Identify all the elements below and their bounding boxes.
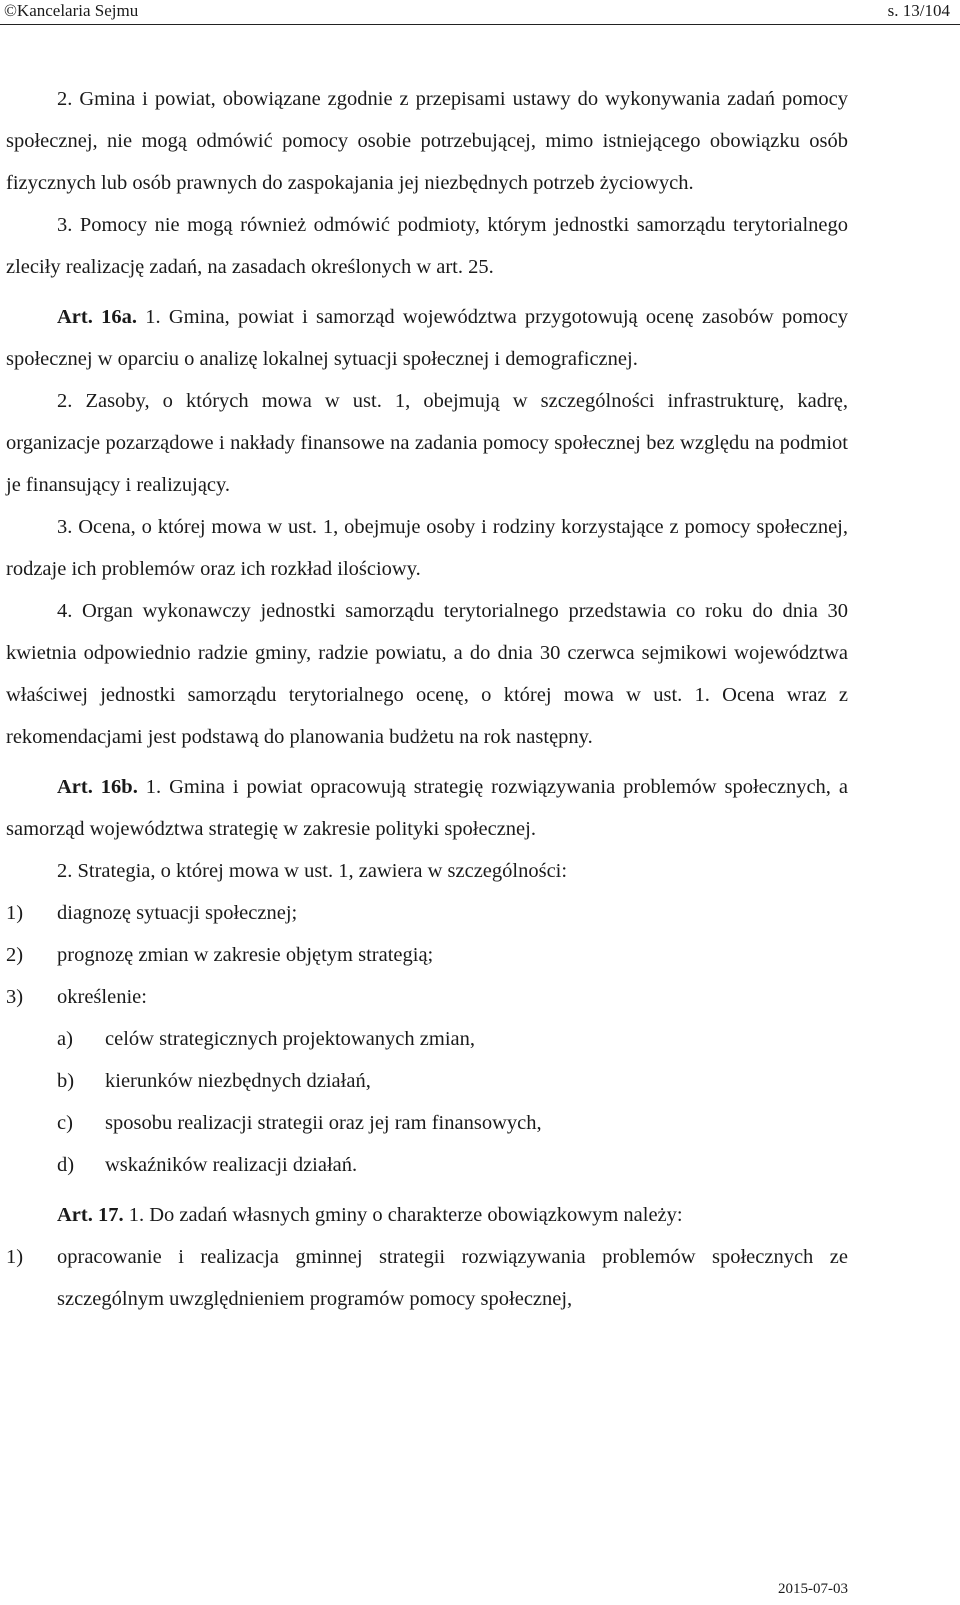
sublist-item (57, 1060, 848, 1102)
list-marker: 2) (6, 944, 24, 966)
paragraph-art16-ust2: 2. Gmina i powiat, obowiązane zgodnie z przepisami ustawy do wykonywania zadań pomocy społecznej, nie mogą odmówić pomocy osobie potrzebującej, mimo istniejącego obowiązku osób fizycznych lub osób prawnych do zaspokajania jej niezbędnych potrzeb życiowych. (6, 88, 848, 194)
list-text: określenie: (57, 986, 147, 1008)
paragraph-art16b-ust1 (6, 766, 848, 850)
paragraph-art16a-ust3: 3. Ocena, o której mowa w ust. 1, obejmuje osoby i rodziny korzystające z pomocy społecznej, rodzaje ich problemów oraz ich rozkład ilościowy. (6, 516, 848, 580)
page-header (0, 0, 960, 25)
list-item (6, 1236, 848, 1320)
sublist-marker: a) (57, 1028, 73, 1050)
paragraph-art16-ust3: 3. Pomocy nie mogą również odmówić podmioty, którym jednostki samorządu terytorialnego zleciły realizację zadań, na zasadach określonych w art. 25. (6, 214, 848, 278)
sublist-item (57, 1144, 848, 1186)
footer-date: 2015-07-03 (778, 1581, 848, 1597)
paragraph-art16a-ust4: 4. Organ wykonawczy jednostki samorządu terytorialnego przedstawia co roku do dnia 30 kwietnia odpowiednio radzie gminy, radzie powiatu, a do dnia 30 czerwca sejmikowi województwa właściwej jednostki samorządu terytorialnego ocenę, o której mowa w ust. 1. Ocena wraz z rekomendacjami jest podstawą do planowania budżetu na rok następny. (6, 600, 848, 748)
paragraph-art16a-ust1 (6, 296, 848, 380)
article-text-17: 1. Do zadań własnych gminy o charakterze obowiązkowym należy: (123, 1204, 683, 1226)
list-text: opracowanie i realizacja gminnej strategii rozwiązywania problemów społecznych ze szczególnym uwzględnieniem programów pomocy społecznej, (57, 1246, 848, 1310)
header-page-number: s. 13/104 (887, 1, 950, 20)
sublist-text: kierunków niezbędnych działań, (105, 1070, 371, 1092)
article-text-16b: 1. Gmina i powiat opracowują strategię rozwiązywania problemów społecznych, a samorząd województwa strategię w zakresie polityki społecznej. (6, 776, 848, 840)
sublist-text: sposobu realizacji strategii oraz jej ram finansowych, (105, 1112, 542, 1134)
article-label-16a: Art. 16a. (57, 306, 137, 328)
sublist-marker: d) (57, 1154, 75, 1176)
paragraph-art17-ust1 (6, 1194, 848, 1236)
article-label-17: Art. 17. (57, 1204, 124, 1226)
list-marker: 3) (6, 986, 24, 1008)
article-label-16b: Art. 16b. (57, 776, 138, 798)
list-item (6, 976, 848, 1018)
sublist-item (57, 1018, 848, 1060)
list-marker: 1) (6, 902, 24, 924)
sublist-marker: c) (57, 1112, 73, 1134)
document-body (6, 78, 848, 1320)
sublist-marker: b) (57, 1070, 75, 1092)
paragraph-art16b-ust2: 2. Strategia, o której mowa w ust. 1, zawiera w szczególności: (57, 860, 568, 882)
paragraph-art16a-ust2: 2. Zasoby, o których mowa w ust. 1, obejmują w szczególności infrastrukturę, kadrę, organizacje pozarządowe i nakłady finansowe na zadania pomocy społecznej bez względu na podmiot je finansujący i realizujący. (6, 390, 848, 496)
list-item (6, 892, 848, 934)
sublist-item (57, 1102, 848, 1144)
list-item (6, 934, 848, 976)
list-marker: 1) (6, 1246, 24, 1268)
article-text-16a: 1. Gmina, powiat i samorząd województwa przygotowują ocenę zasobów pomocy społecznej w oparciu o analizę lokalnej sytuacji społecznej i demograficznej. (6, 306, 848, 370)
sublist-text: celów strategicznych projektowanych zmian, (105, 1028, 475, 1050)
list-text: diagnozę sytuacji społecznej; (57, 902, 298, 924)
header-copyright: ©Kancelaria Sejmu (4, 1, 139, 20)
sublist-text: wskaźników realizacji działań. (105, 1154, 358, 1176)
list-text: prognozę zmian w zakresie objętym strategią; (57, 944, 434, 966)
